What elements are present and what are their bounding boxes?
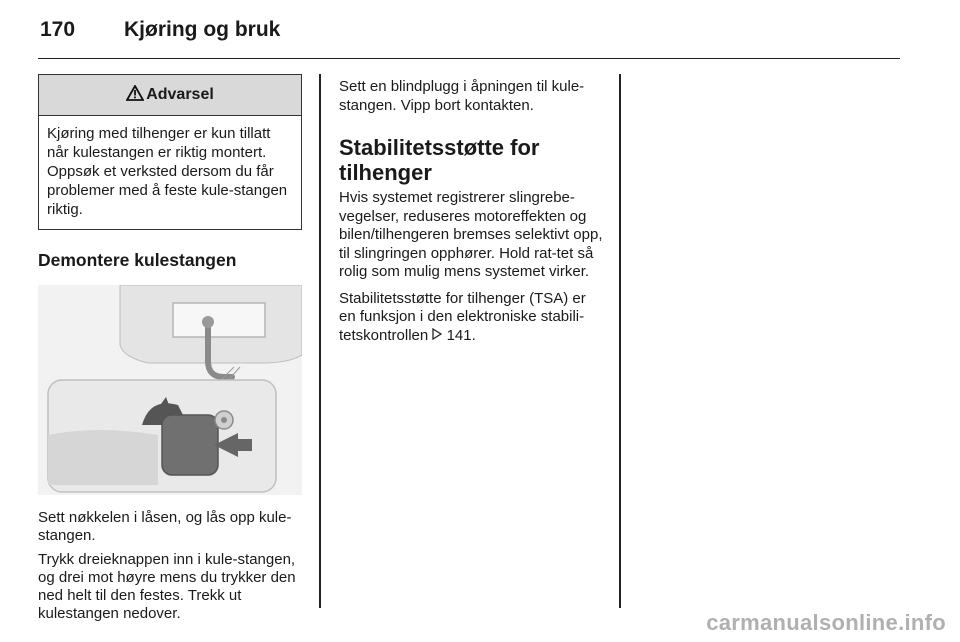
step-remove-text: Trykk dreieknappen inn i kule-stangen, og drei mot høyre mens du trykker den ned helt til den festes. Trekk ut kulestangen nedover. [38, 551, 296, 622]
warning-title: Advarsel [146, 86, 214, 103]
section-heading-remove-towbar: Demontere kulestangen [38, 250, 237, 270]
page-reference-link[interactable]: 141. [446, 326, 476, 344]
tsa-text-body: Stabilitetsstøtte for tilhenger (TSA) er en funksjon i den elektroniske stabili-tetskontrollen [339, 289, 586, 344]
watermark: carmanualsonline.info [706, 610, 946, 635]
warning-header [39, 75, 301, 116]
warning-text: Kjøring med tilhenger er kun tillatt når kulestangen er riktig montert. Oppsøk et verksted dersom du får problemer med å feste kule-stangen riktig. [47, 125, 288, 218]
column-divider [619, 74, 621, 608]
page-title: Kjøring og bruk [124, 18, 281, 41]
step-unlock-text: Sett nøkkelen i låsen, og lås opp kule-stangen. [38, 509, 292, 544]
blind-plug-text: Sett en blindplugg i åpningen til kule-stangen. Vipp bort kontakten. [339, 78, 585, 114]
header-divider [38, 58, 900, 59]
tsa-text [339, 290, 605, 346]
column-divider [319, 74, 321, 608]
page-header [40, 14, 900, 48]
section-heading-trailer-stability: Stabilitetsstøtte for tilhenger [339, 135, 540, 185]
middle-column [339, 78, 605, 345]
page-reference-icon [432, 327, 442, 346]
towbar-illustration [38, 285, 302, 495]
left-column [38, 74, 302, 623]
trailer-stability-text: Hvis systemet registrerer slingrebe-vegelser, reduseres motoreffekten og bilen/tilhengeren bremses selektivt opp, til slingringen opphører. Hold rat-tet så rolig som mulig mens systemet virker. [339, 189, 603, 280]
page-number: 170 [40, 18, 76, 41]
warning-triangle-icon [126, 85, 144, 106]
warning-box [38, 74, 302, 230]
